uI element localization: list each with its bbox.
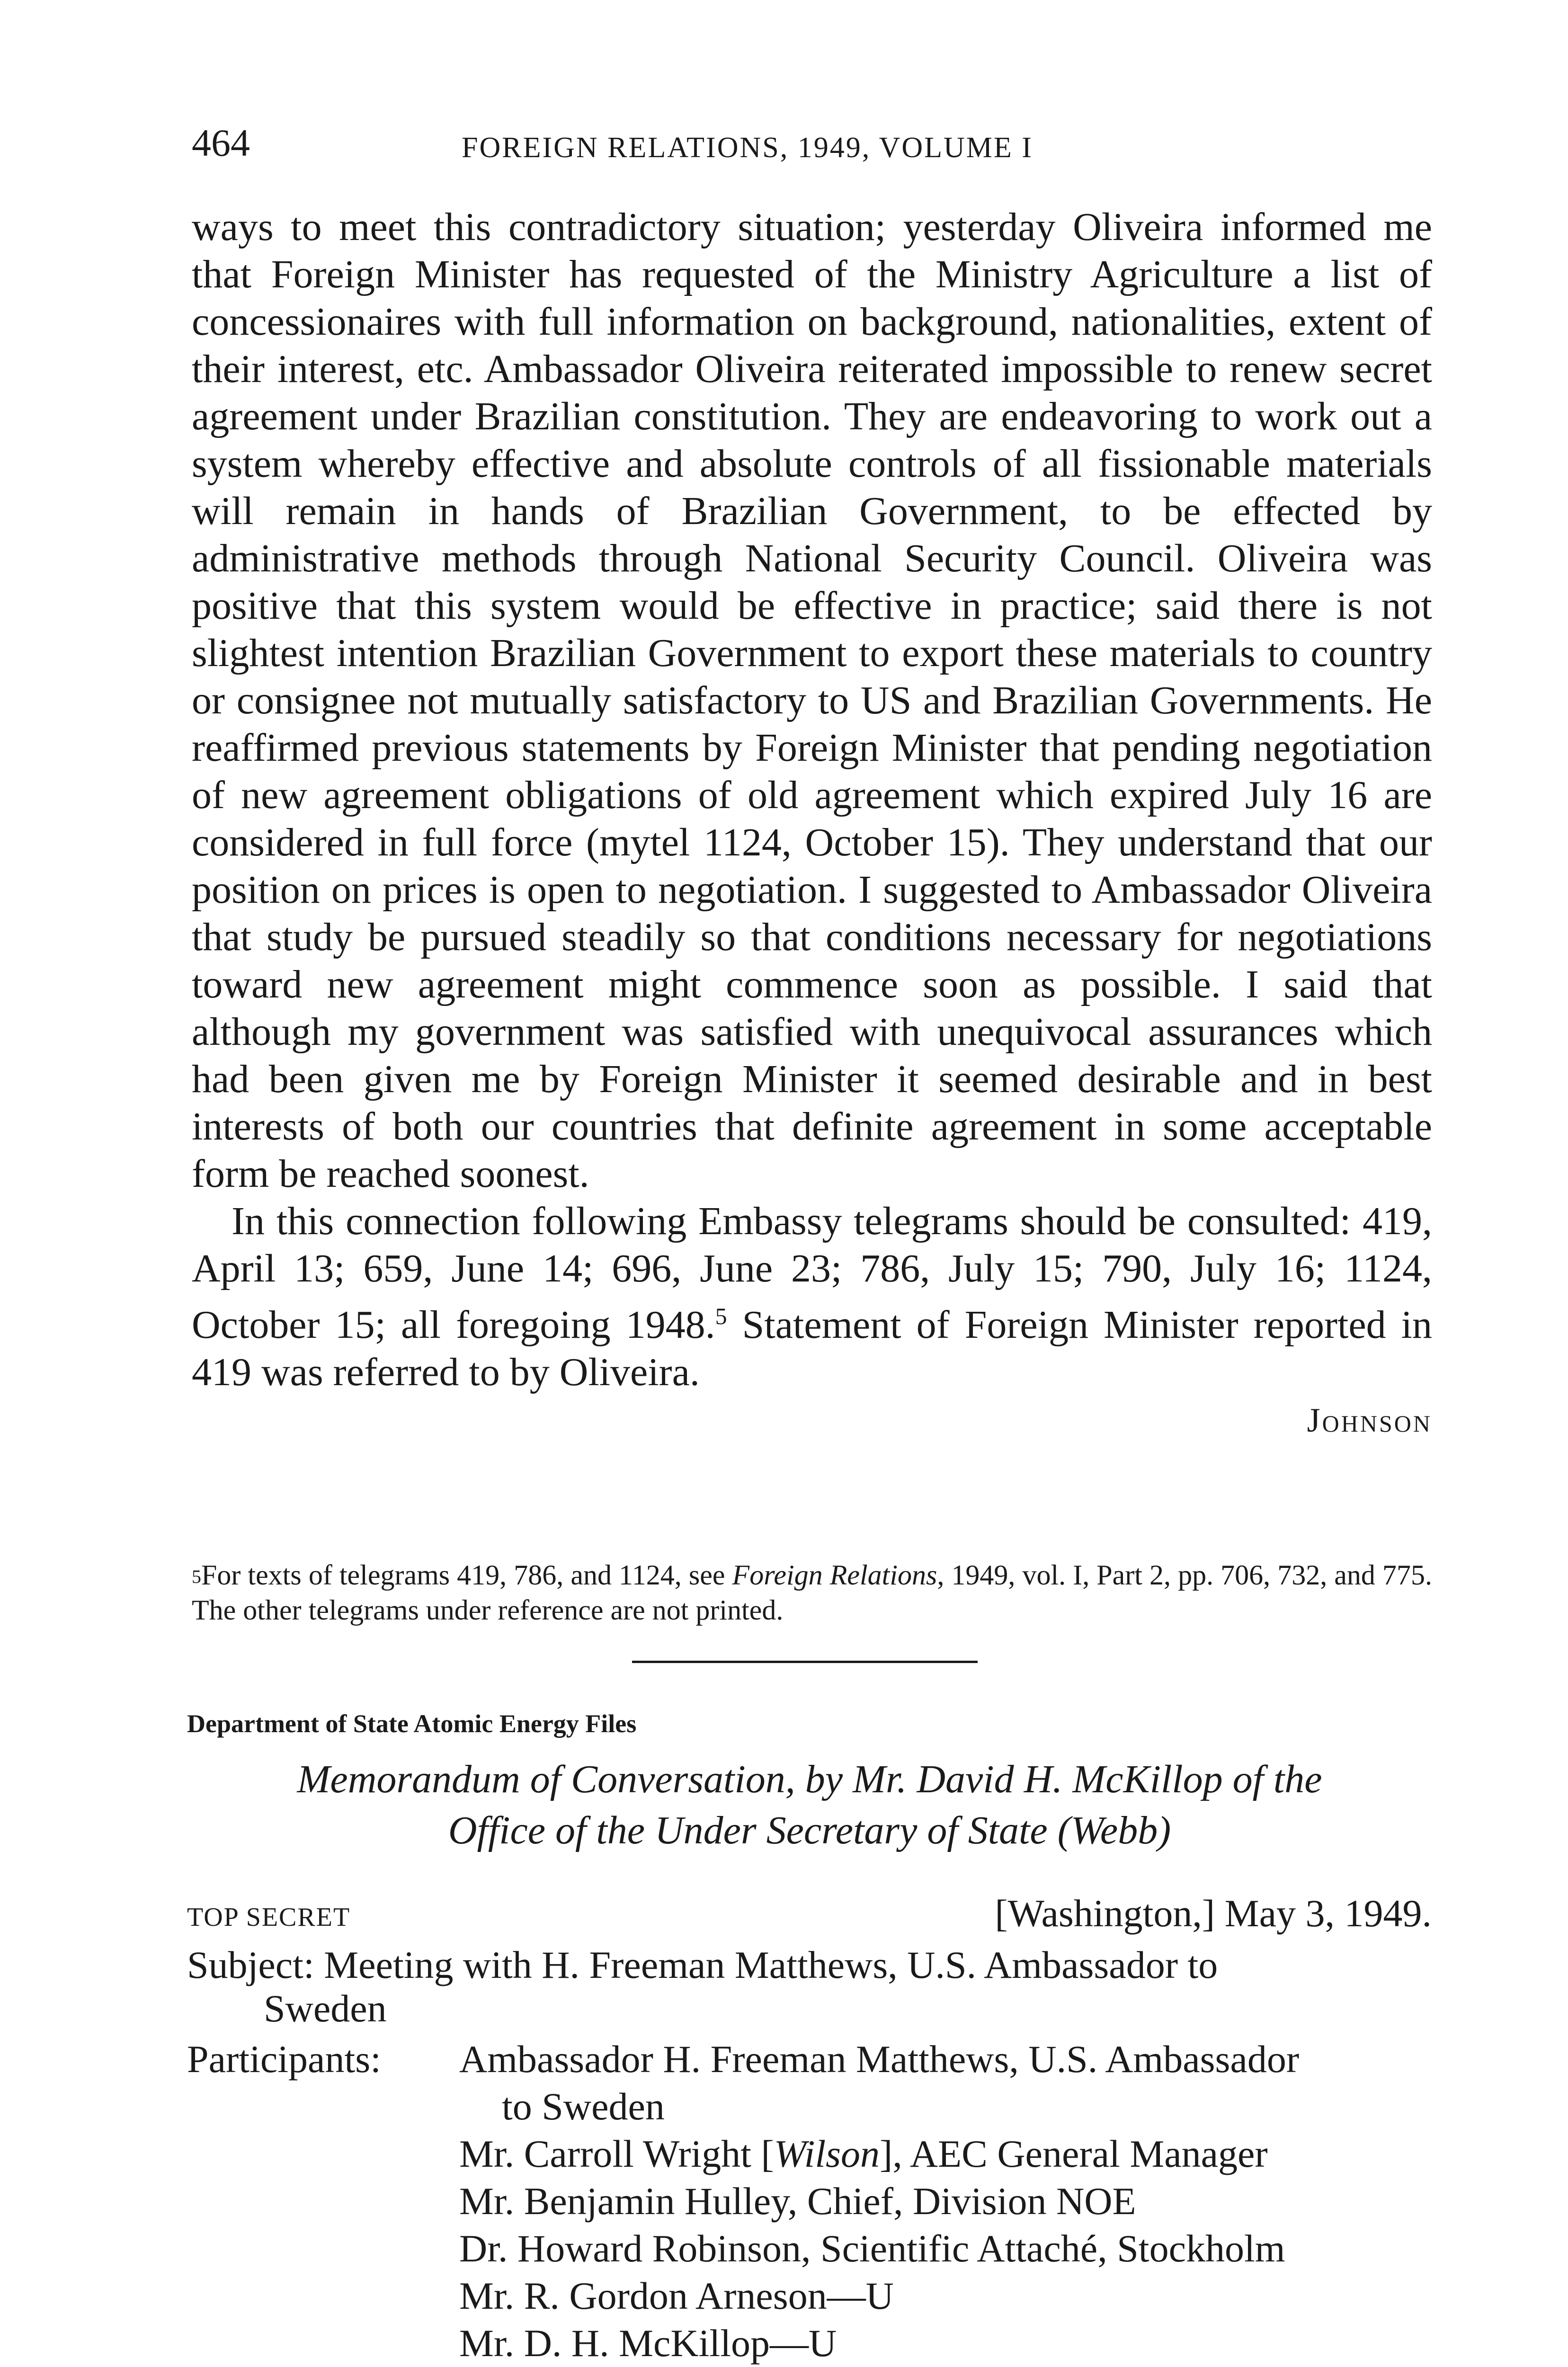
participant-1: Ambassador H. Freeman Matthews, U.S. Ambassador — [459, 2038, 1300, 2081]
subject-line-2: Sweden — [264, 1987, 387, 2030]
subject-line-1: Meeting with H. Freeman Matthews, U.S. Ambassador to — [324, 1943, 1218, 1986]
footnote-marker: 5 — [192, 1566, 201, 1587]
footnote-reference: 5 — [715, 1303, 727, 1329]
document-title-line-2: Office of the Under Secretary of State (Webb) — [448, 1808, 1171, 1852]
participant-2-before: Mr. Carroll Wright [ — [459, 2132, 774, 2175]
footnote-text-before: For texts of telegrams 419, 786, and 1124, see — [201, 1559, 732, 1591]
footnote — [192, 1557, 1432, 1628]
page-header — [192, 121, 1432, 173]
signature: Johnson — [1307, 1401, 1432, 1439]
participant-2 — [459, 2130, 1432, 2178]
source-line: Department of State Atomic Energy Files — [187, 1709, 637, 1738]
body-paragraph-1: ways to meet this contradictory situation; yesterday Oliveira informed me that Foreign Minister has requested of the Ministry Agriculture a list of concessionaires with full information on background, nationalities, extent of their interest, etc. Ambassador Oliveira reiterated impossible to renew secret agreement under Brazilian constitution. They are endeavoring to work out a system whereby effective and absolute controls of all fissionable materials will remain in hands of Brazilian Government, to be effected by administrative methods through National Security Council. Oliveira was positive that this system would be effective in practice; said there is not slightest intention Brazilian Government to export these materials to country or consignee not mutually satisfactory to US and Brazilian Governments. He reaffirmed previous statements by Foreign Minister that pending negotiation of new agreement obligations of old agreement which expired July 16 are considered in full force (mytel 1124, October 15). They understand that our position on prices is open to negotiation. I suggested to Ambassador Oliveira that study be pursued steadily so that conditions necessary for negotiations toward new agreement might commence soon as possible. I said that although my government was satisfied with unequivocal assurances which had been given me by Foreign Minister it seemed desirable and in best interests of both our countries that definite agreement in some acceptable form be reached soonest. — [192, 205, 1432, 1196]
telegram-body — [192, 204, 1432, 1442]
participant-6: Mr. D. H. McKillop—U — [459, 2322, 837, 2365]
participant-4: Dr. Howard Robinson, Scientific Attaché, Stockholm — [459, 2227, 1285, 2270]
place-date: [Washington,] May 3, 1949. — [995, 1892, 1432, 1935]
participants-label: Participants: — [187, 2038, 381, 2081]
document-title — [187, 1754, 1432, 1856]
document-title-line-1: Memorandum of Conversation, by Mr. David H. McKillop of the — [297, 1757, 1322, 1801]
participant-5: Mr. R. Gordon Arneson—U — [459, 2274, 894, 2317]
participant-1-continued: to Sweden — [502, 2085, 665, 2128]
participant-3: Mr. Benjamin Hulley, Chief, Division NOE — [459, 2180, 1136, 2223]
participants-list — [459, 2036, 1432, 2367]
classification: TOP SECRET — [187, 1903, 351, 1932]
paragraph-2-text: In this connection following Embassy telegrams should be consulted: 419, April 13; 659, June 14; 696, June 23; 786, July 15; 790, July 16; 1124, October 15; all foregoing 1948. — [192, 1199, 1432, 1347]
paragraph-2-end: Statement of Foreign Minister reported in 419 was referred to by Oliveira. — [192, 1303, 1432, 1394]
participant-2-after: ], AEC General Manager — [880, 2132, 1268, 2175]
running-head: FOREIGN RELATIONS, 1949, VOLUME I — [462, 132, 1033, 164]
section-divider — [632, 1661, 978, 1663]
page-number: 464 — [192, 121, 250, 164]
participant-2-italic: Wilson — [774, 2132, 880, 2175]
subject-label: Subject: — [187, 1943, 314, 1986]
footnote-text-after: , 1949, vol. I, Part 2, pp. 706, 732, and 775. The other telegrams under reference are not printed. — [192, 1559, 1432, 1626]
subject-block — [187, 1943, 1432, 2030]
body-paragraph-2 — [192, 1198, 1432, 1396]
footnote-italic-title: Foreign Relations — [732, 1559, 937, 1591]
